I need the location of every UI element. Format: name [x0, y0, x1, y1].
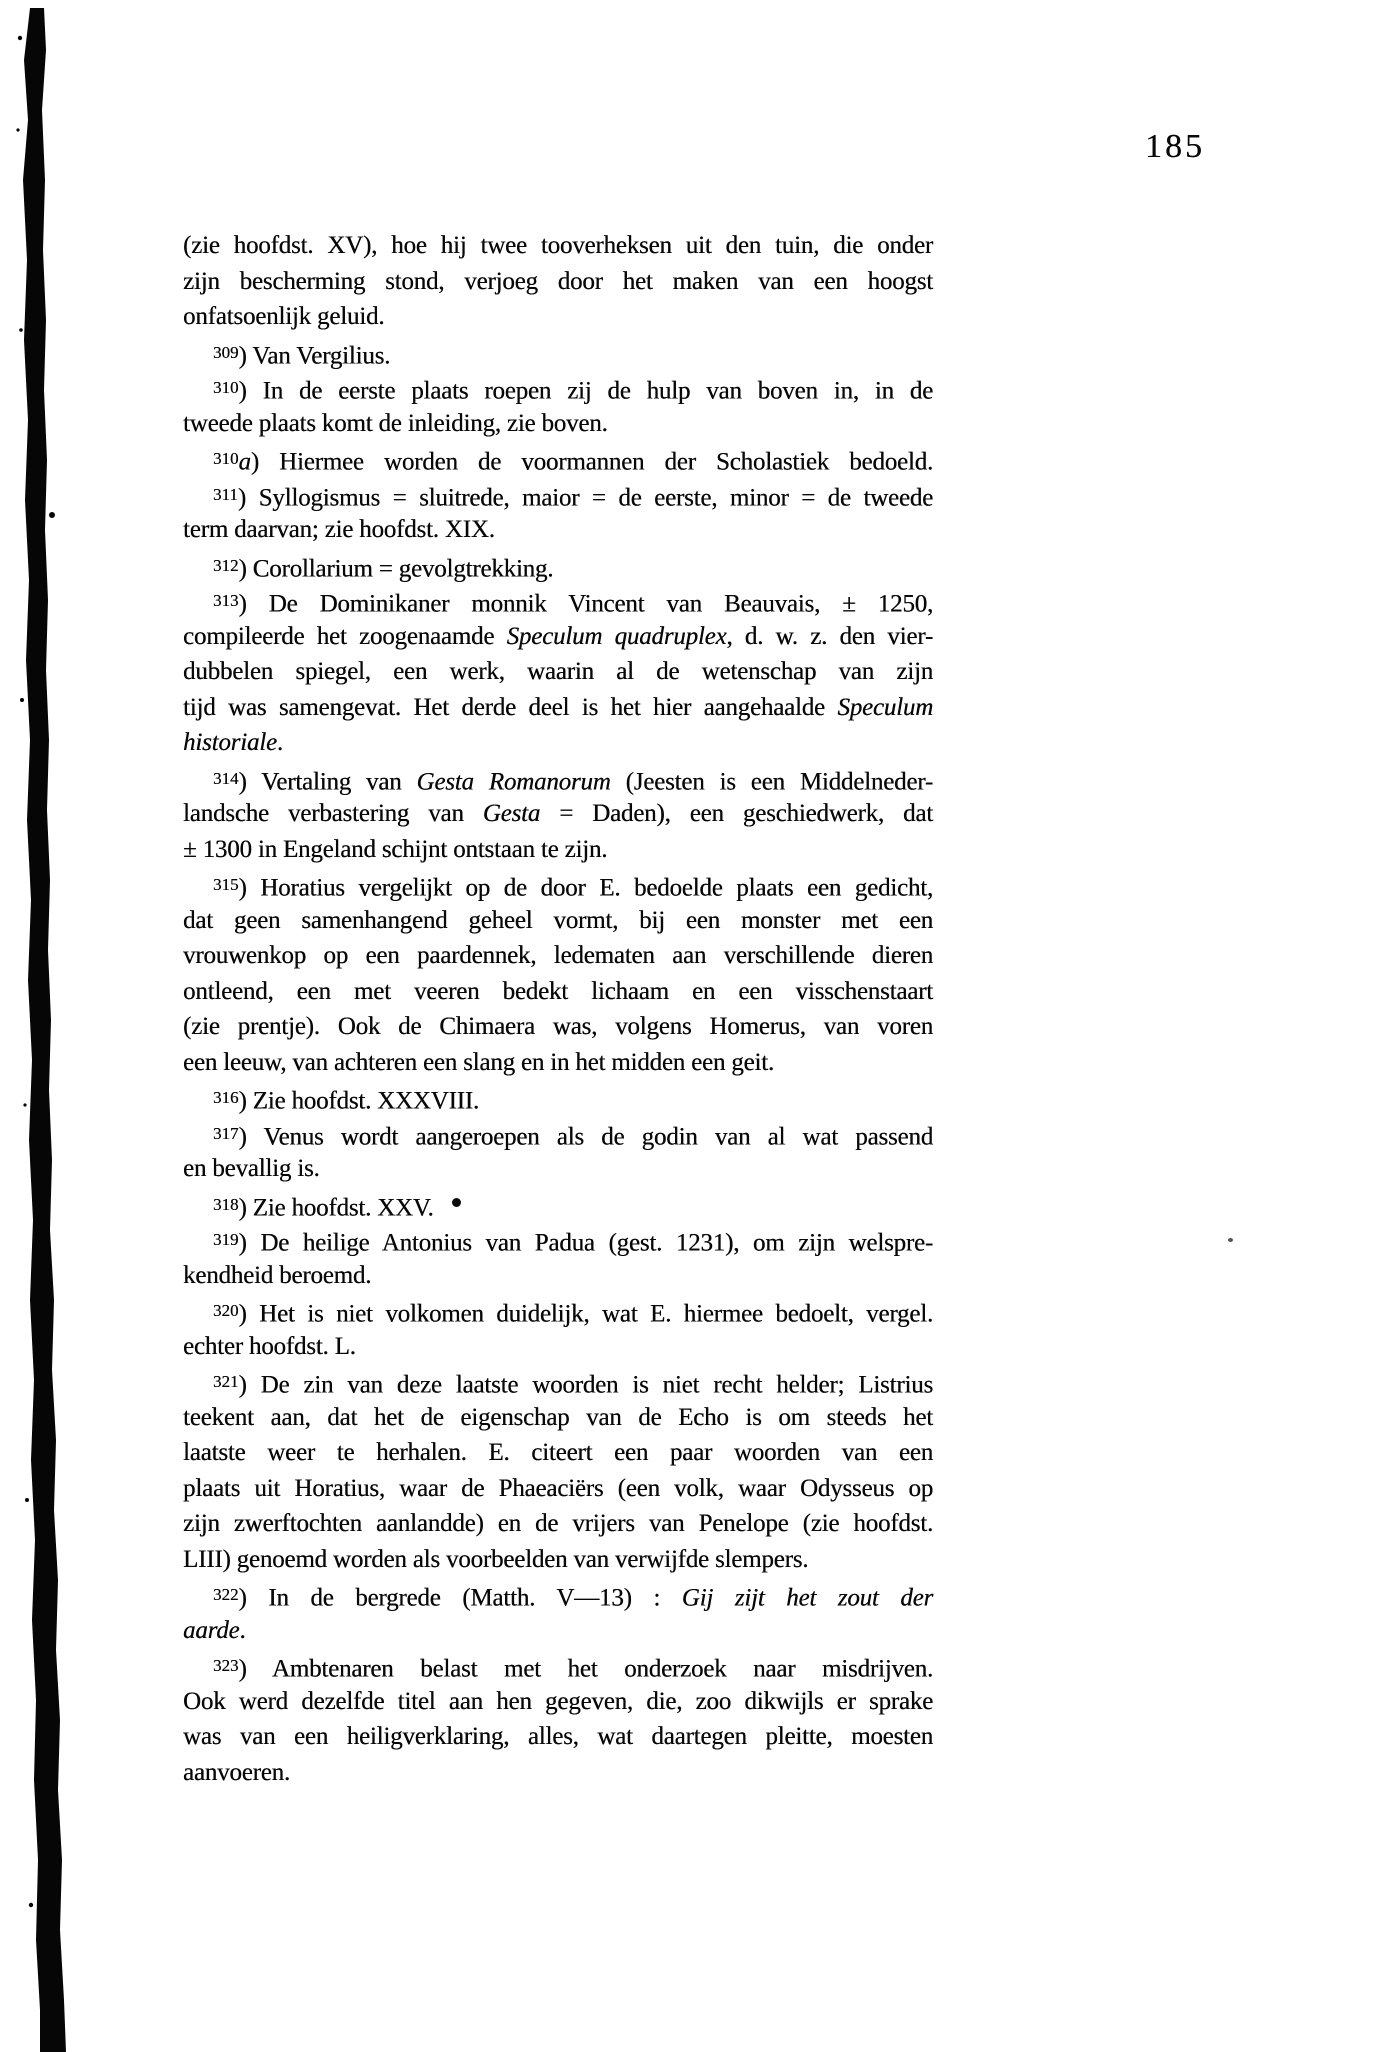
text-segment: ) Zie hoofdst. XXV. [238, 1194, 434, 1222]
text-segment: term daarvan; zie hoofdst. XIX. [183, 516, 495, 543]
text-segment: ) Corollarium = gevolgtrekking. [238, 555, 554, 583]
text-segment: (zie prentje). Ook de Chimaera was, volgens Homerus, van voren [183, 1013, 933, 1040]
text-line [183, 1009, 933, 1045]
footnote-number: 322 [213, 1585, 239, 1604]
text-segment: kendheid beroemd. [183, 1261, 372, 1289]
footnote-number: 314 [213, 768, 239, 788]
text-line [183, 1116, 933, 1152]
text-segment: Gesta Romanorum [416, 768, 611, 796]
text-segment: ) Zie hoofdst. XXXVIII. [238, 1087, 479, 1115]
text-line [183, 477, 933, 513]
text-line [183, 1613, 933, 1649]
text-segment: LIII) genoemd worden als voorbeelden van verwijfde slempers. [183, 1545, 809, 1573]
text-line [183, 335, 933, 371]
text-segment: plaats uit Horatius, waar de Phaeaciërs (een volk, waar Odysseus op [183, 1474, 933, 1502]
text-segment: ) De Dominikaner monnik Vincent van Beauvais, ± 1250, [238, 590, 933, 618]
text-line [183, 1435, 933, 1471]
scan-binding-artifact [0, 0, 90, 2052]
text-segment: ) Vertaling van [238, 768, 417, 796]
footnote-number: 318 [213, 1194, 239, 1214]
text-segment: dat geen samenhangend geheel vormt, bij een monster met een [183, 906, 933, 934]
text-segment: Gesta [482, 800, 541, 827]
text-line [183, 512, 933, 548]
text-segment: ) Het is niet volkomen duidelijk, wat E. hiermee bedoelt, vergel. [238, 1300, 933, 1328]
text-segment: landsche verbastering van [183, 800, 483, 827]
text-line [183, 548, 933, 584]
text-segment: Gij zijt het zout der [681, 1584, 933, 1612]
text-segment: tweede plaats komt de inleiding, zie boven. [183, 409, 608, 437]
text-segment: , d. w. z. den vier- [726, 622, 933, 650]
text-line [183, 796, 933, 832]
text-segment: (Jeesten is een Middelneder- [610, 768, 933, 796]
text-segment: tijd was samengevat. Het derde deel is het hier aangehaalde [183, 693, 838, 721]
ink-spot [452, 1198, 461, 1207]
text-segment: Ook werd dezelfde titel aan hen gegeven, die, zoo dikwijls er sprake [183, 1687, 933, 1715]
text-line [183, 1471, 933, 1507]
text-segment: teekent aan, dat het de eigenschap van de Echo is om steeds het [183, 1403, 933, 1431]
text-segment: (zie hoofdst. XV), hoe hij twee tooverheksen uit den tuin, die onder [183, 232, 933, 259]
text-line [183, 1364, 933, 1400]
text-segment: aarde [183, 1616, 240, 1644]
footnote-number: 309 [213, 342, 239, 362]
text-segment: Speculum quadruplex [506, 622, 727, 650]
footnote-number: 317 [213, 1123, 239, 1143]
text-line [183, 1329, 933, 1365]
text-segment: ) De zin van deze laatste woorden is niet recht helder; Listrius [238, 1371, 933, 1399]
text-line [183, 370, 933, 406]
footnote-number: 310 [213, 449, 239, 468]
text-segment: ) De heilige Antonius van Padua (gest. 1231), om zijn welspre- [238, 1229, 933, 1257]
text-line [183, 1506, 933, 1542]
footnote-number: 320 [213, 1301, 239, 1320]
text-segment: ) In de eerste plaats roepen zij de hulp van boven in, in de [238, 377, 933, 405]
text-line [183, 1542, 933, 1578]
text-segment: was van een heiligverklaring, alles, wat daartegen pleitte, moesten [183, 1723, 933, 1750]
text-segment: vrouwenkop op een paardennek, ledematen aan verschillende dieren [183, 942, 933, 969]
text-segment: . [239, 1616, 246, 1644]
text-segment: onfatsoenlijk geluid. [183, 303, 385, 330]
text-line [183, 974, 933, 1010]
text-line [183, 1293, 933, 1329]
text-line [183, 264, 933, 300]
text-segment: ) Syllogismus = sluitrede, maior = de eerste, minor = de tweede [237, 484, 933, 512]
text-segment: ) Hiermee worden de voormannen der Scholastiek bedoeld. [250, 448, 933, 476]
text-line [183, 299, 933, 335]
text-segment: historiale [183, 729, 277, 756]
text-segment: laatste weer te herhalen. E. citeert een paar woorden van een [183, 1439, 933, 1466]
text-segment: echter hoofdst. L. [183, 1332, 356, 1360]
text-line [183, 1755, 933, 1791]
text-segment: a [238, 448, 251, 476]
text-block [183, 228, 933, 1790]
page-number: 185 [1145, 128, 1205, 165]
text-line [183, 1258, 933, 1294]
text-segment: ) Ambtenaren belast met het onderzoek naar misdrijven. [238, 1655, 933, 1683]
text-segment: ) In de bergrede (Matth. V—13) : [238, 1584, 682, 1612]
text-segment: ontleend, een met veeren bedekt lichaam en een visschenstaart [183, 977, 933, 1005]
text-line [183, 1648, 933, 1684]
ink-spot [1228, 1238, 1233, 1242]
footnote-number: 323 [213, 1656, 239, 1675]
text-segment: zijn bescherming stond, verjoeg door het maken van een hoogst [183, 267, 933, 295]
footnote-number: 316 [213, 1088, 239, 1107]
text-segment: . [276, 729, 283, 756]
text-segment: zijn zwerftochten aanlandde) en de vrijers van Penelope (zie hoofdst. [183, 1510, 933, 1537]
text-line [183, 228, 933, 264]
text-segment: aanvoeren. [183, 1758, 290, 1786]
text-segment: Speculum [837, 693, 933, 721]
text-line [183, 690, 933, 726]
text-line [183, 1684, 933, 1720]
text-line [183, 938, 933, 974]
text-segment: compileerde het zoogenaamde [183, 622, 507, 650]
text-line [183, 903, 933, 939]
text-line [183, 654, 933, 690]
text-segment: ) Van Vergilius. [238, 342, 391, 370]
text-segment: en bevallig is. [183, 1155, 320, 1182]
text-line [183, 832, 933, 868]
text-line [183, 867, 933, 903]
text-line [183, 583, 933, 619]
text-line [183, 406, 933, 442]
text-line [183, 1719, 933, 1755]
text-line [183, 725, 933, 761]
text-line [183, 1151, 933, 1187]
text-line [183, 619, 933, 655]
footnote-number: 310 [213, 378, 239, 397]
text-line [183, 1080, 933, 1116]
text-line [183, 1222, 933, 1258]
footnote-number: 313 [213, 591, 239, 610]
text-line [183, 1577, 933, 1613]
footnote-number: 311 [213, 484, 238, 504]
text-line [183, 1045, 933, 1081]
text-segment: ) Horatius vergelijkt op de door E. bedoelde plaats een gedicht, [238, 874, 933, 902]
text-line [183, 1187, 933, 1223]
text-segment: ) Venus wordt aangeroepen als de godin van al wat passend [238, 1123, 933, 1151]
footnote-number: 315 [213, 875, 239, 894]
text-segment: = Daden), een geschiedwerk, dat [540, 800, 933, 827]
text-segment: ± 1300 in Engeland schijnt ontstaan te zijn. [183, 835, 608, 863]
text-line [183, 441, 933, 477]
text-line [183, 761, 933, 797]
footnote-number: 312 [213, 555, 239, 575]
text-line [183, 1400, 933, 1436]
footnote-number: 319 [213, 1230, 239, 1249]
text-segment: een leeuw, van achteren een slang en in het midden een geit. [183, 1048, 774, 1076]
text-segment: dubbelen spiegel, een werk, waarin al de wetenschap van zijn [183, 658, 933, 685]
footnote-number: 321 [213, 1372, 239, 1391]
